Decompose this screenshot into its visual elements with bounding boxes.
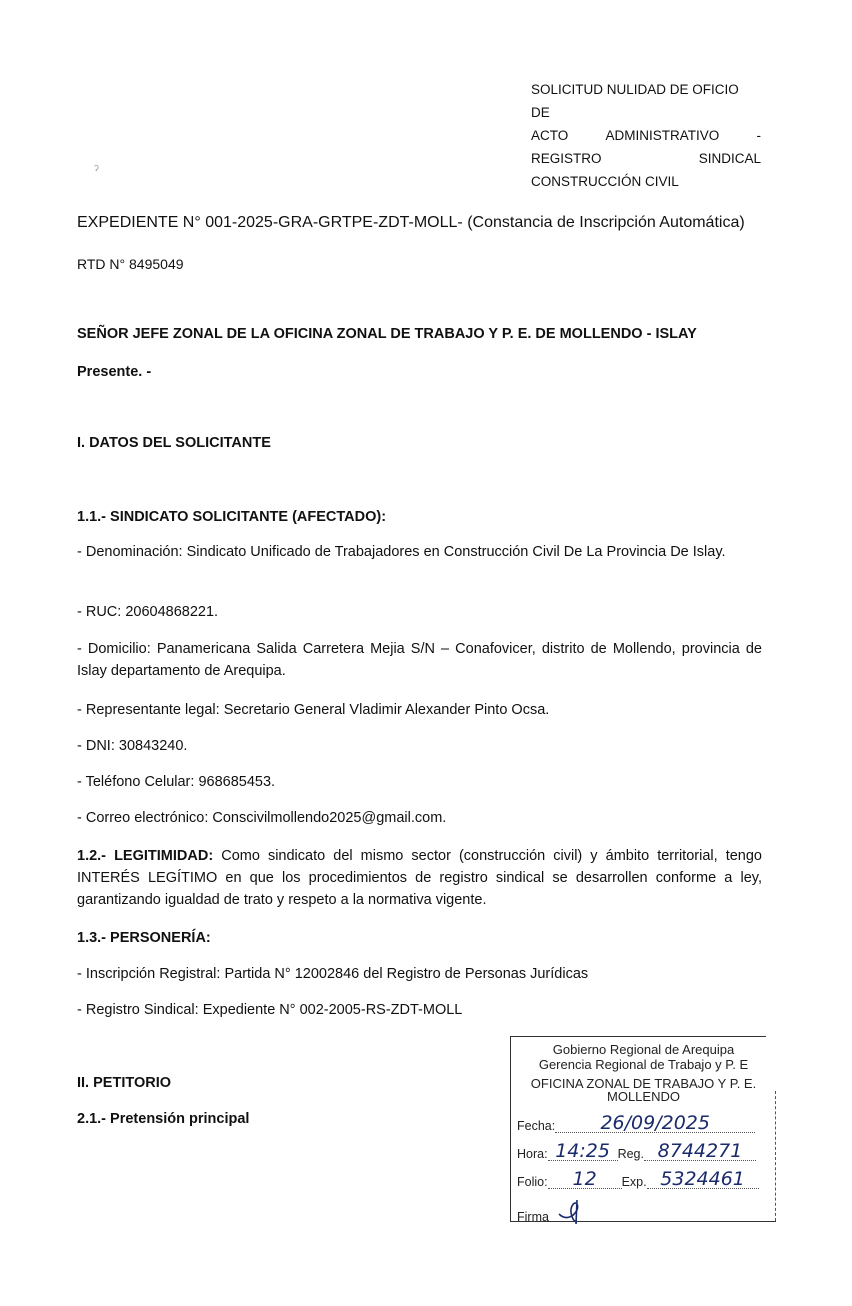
subject-word: SINDICAL <box>698 151 761 166</box>
domicilio-item: - Domicilio: Panamericana Salida Carretera Mejia S/N – Conafovicer, distrito de Mollendo, provincia de Islay departamento de Arequipa. <box>77 641 762 679</box>
reg-label: Reg. <box>617 1147 644 1161</box>
hora-label: Hora: <box>517 1147 548 1161</box>
legitimidad-label: 1.2.- LEGITIMIDAD: <box>77 848 214 864</box>
salutation: Presente. - <box>77 364 152 380</box>
stamp-line-4: MOLLENDO <box>607 1089 680 1104</box>
stamp-border <box>511 1036 766 1037</box>
subsection-1-3-title: 1.3.- PERSONERÍA: <box>77 930 211 946</box>
handwritten-signature <box>555 1198 595 1224</box>
fecha-label: Fecha: <box>517 1119 556 1133</box>
legitimidad-text: Como sindicato del mismo sector (construcción civil) y ámbito territorial, tengo INTERÉS LEGÍTIMO en que los procedimientos de registro sindical se desarrollen conforme a ley, garantizando igualdad de trato y respeto a la normativa vigente. <box>77 848 762 908</box>
stamp-line-1: Gobierno Regional de Arequipa <box>552 1042 735 1057</box>
stamp-line-3: OFICINA ZONAL DE TRABAJO Y P. E. <box>530 1076 757 1091</box>
stamp-fecha-row <box>517 1114 772 1133</box>
reception-stamp <box>510 1036 776 1222</box>
subject-word: ACTO <box>531 128 569 143</box>
exp-value: 5324461 <box>647 1170 759 1189</box>
stamp-hora-row <box>517 1142 772 1161</box>
section-2-title: II. PETITORIO <box>77 1075 171 1091</box>
firma-label: Firma <box>517 1210 549 1224</box>
denominacion-item: - Denominación: Sindicato Unificado de Trabajadores en Construcción Civil De La Provincia De Islay. <box>77 544 726 560</box>
stamp-border <box>775 1091 776 1221</box>
folio-label: Folio: <box>517 1175 548 1189</box>
subsection-2-1-title: 2.1.- Pretensión principal <box>77 1111 250 1127</box>
rtd-number: RTD N° 8495049 <box>77 256 184 272</box>
stamp-firma-row <box>517 1198 772 1224</box>
subject-word: ADMINISTRATIVO <box>605 128 720 143</box>
subject-word: - <box>756 128 761 143</box>
stamp-line-2: Gerencia Regional de Trabajo y P. E <box>538 1057 749 1072</box>
hora-value: 14:25 <box>548 1142 618 1161</box>
representante-item: - Representante legal: Secretario General Vladimir Alexander Pinto Ocsa. <box>77 702 550 718</box>
correo-item: - Correo electrónico: Conscivilmollendo2025@gmail.com. <box>77 810 447 826</box>
fecha-value: 26/09/2025 <box>555 1114 755 1133</box>
reg-value: 8744271 <box>644 1142 756 1161</box>
inscripcion-item: - Inscripción Registral: Partida N° 12002846 del Registro de Personas Jurídicas <box>77 966 589 982</box>
exp-label: Exp. <box>621 1175 647 1189</box>
ruc-item: - RUC: 20604868221. <box>77 604 219 620</box>
registro-item: - Registro Sindical: Expediente N° 002-2005-RS-ZDT-MOLL <box>77 1002 463 1018</box>
subsection-1-1-title: 1.1.- SINDICATO SOLICITANTE (AFECTADO): <box>77 509 387 525</box>
document-subject <box>531 78 761 193</box>
telefono-item: - Teléfono Celular: 968685453. <box>77 774 276 790</box>
stamp-folio-row <box>517 1170 772 1189</box>
legitimidad-paragraph <box>77 845 762 911</box>
folio-value: 12 <box>548 1170 622 1189</box>
subject-line-3 <box>531 147 761 170</box>
dni-item: - DNI: 30843240. <box>77 738 188 754</box>
subject-line-1: SOLICITUD NULIDAD DE OFICIO DE <box>531 82 739 120</box>
expediente-number: EXPEDIENTE N° 001-2025-GRA-GRTPE-ZDT-MOLL- (Constancia de Inscripción Automática) <box>77 214 745 231</box>
subject-word: REGISTRO <box>531 151 602 166</box>
subject-line-4: CONSTRUCCIÓN CIVIL <box>531 174 679 189</box>
subject-line-2 <box>531 124 761 147</box>
section-1-title: I. DATOS DEL SOLICITANTE <box>77 435 271 451</box>
scan-mark: ˀ <box>94 162 99 178</box>
addressee: SEÑOR JEFE ZONAL DE LA OFICINA ZONAL DE TRABAJO Y P. E. DE MOLLENDO - ISLAY <box>77 326 697 342</box>
